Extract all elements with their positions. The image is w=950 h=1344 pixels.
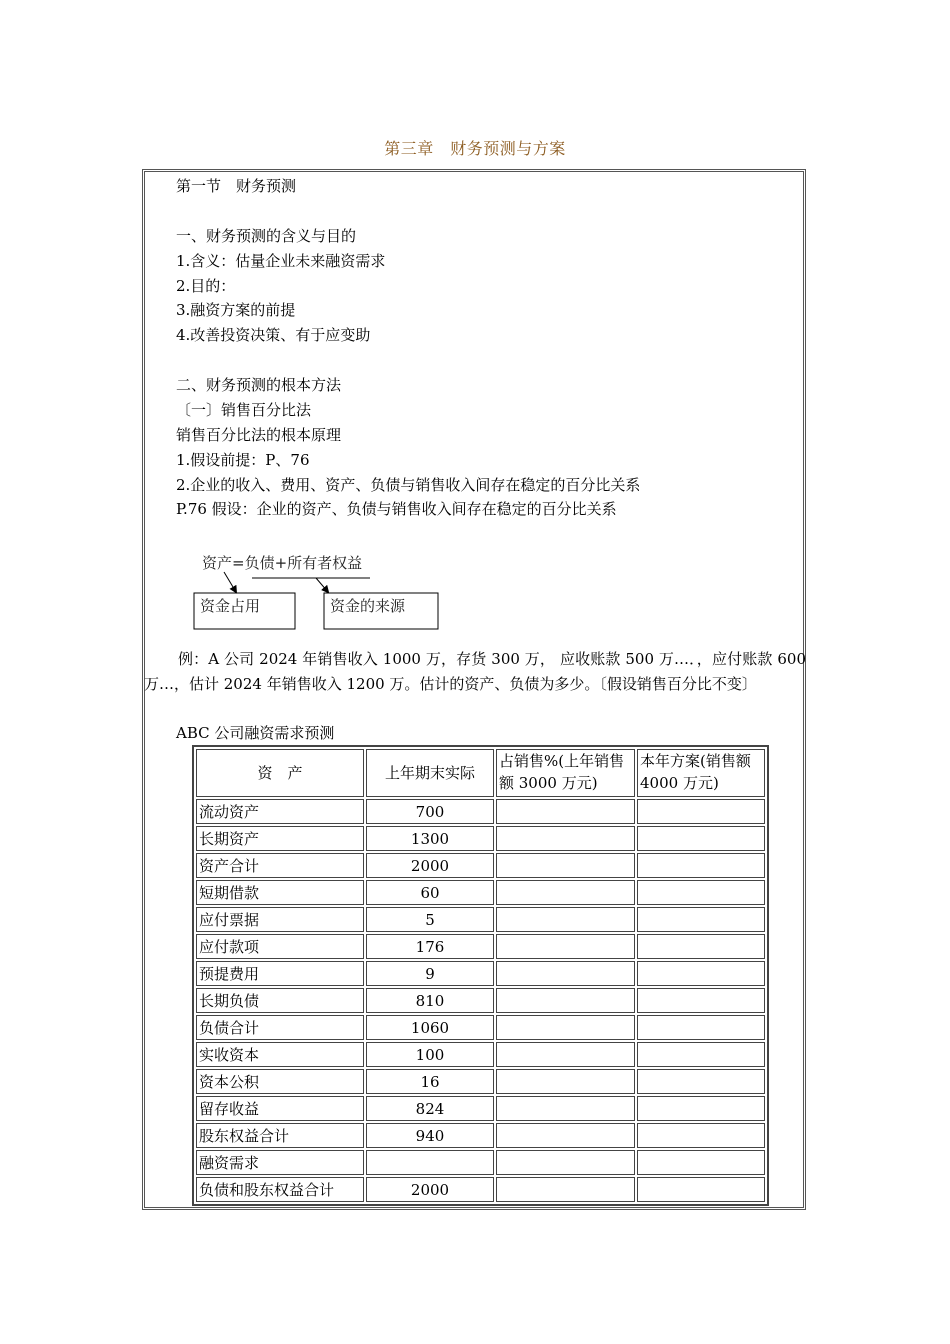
plan-value [637,961,765,986]
last-year-value: 810 [366,988,494,1013]
last-year-value: 176 [366,934,494,959]
table-header-row [196,749,765,797]
sales-percentage-value [496,1015,635,1040]
plan-value [637,1096,765,1121]
table-row [196,799,765,824]
section-title: 第一节 财务预测 [176,177,297,195]
row-label: 流动资产 [196,799,364,824]
plan-value [637,880,765,905]
text-line: 4.改善投资决策、有于应变助 [176,326,371,344]
table-row [196,826,765,851]
plan-value [637,1123,765,1148]
table-row [196,1123,765,1148]
table-row [196,1150,765,1175]
heading-meaning-purpose: 一、财务预测的含义与目的 [176,227,357,245]
sales-percentage-value [496,1150,635,1175]
plan-value [637,1150,765,1175]
sales-percentage-value [496,880,635,905]
row-label: 应付票据 [196,907,364,932]
sales-percentage-value [496,826,635,851]
row-label: 预提费用 [196,961,364,986]
last-year-value: 5 [366,907,494,932]
table-row [196,907,765,932]
sales-percentage-value [496,1123,635,1148]
sales-percentage-value [496,1177,635,1202]
plan-value [637,853,765,878]
last-year-value: 940 [366,1123,494,1148]
arrow-to-left-box [224,572,236,592]
plan-value [637,934,765,959]
table-caption: ABC 公司融资需求预测 [176,724,335,742]
row-label: 应付款项 [196,934,364,959]
row-label: 资产合计 [196,853,364,878]
row-label: 短期借款 [196,880,364,905]
last-year-value [366,1150,494,1175]
last-year-value: 60 [366,880,494,905]
last-year-value: 824 [366,1096,494,1121]
chapter-title: 第三章 财务预测与方案 [384,139,566,158]
table-row [196,880,765,905]
sales-percentage-value [496,934,635,959]
row-label: 留存收益 [196,1096,364,1121]
heading-basic-methods: 二、财务预测的根本方法 [176,376,342,394]
plan-value [637,1177,765,1202]
header-assets: 资 产 [196,749,364,797]
row-label: 股东权益合计 [196,1123,364,1148]
arrow-to-right-box [316,578,328,592]
header-this-year-plan: 本年方案(销售额 4000 万元) [637,749,765,797]
accounting-equation-diagram [188,548,448,636]
sales-percentage-value [496,1096,635,1121]
text-line: 1.含义：估量企业未来融资需求 [176,252,386,270]
last-year-value: 2000 [366,853,494,878]
table-row [196,961,765,986]
sales-percentage-value [496,961,635,986]
row-label: 融资需求 [196,1150,364,1175]
table-row [196,1015,765,1040]
last-year-value: 1300 [366,826,494,851]
text-line: 销售百分比法的根本原理 [176,426,342,444]
table-row [196,1177,765,1202]
plan-value [637,1042,765,1067]
plan-value [637,988,765,1013]
plan-value [637,799,765,824]
subheading-sales-percentage: 〔一〕销售百分比法 [176,401,312,419]
table-row [196,1042,765,1067]
sales-percentage-value [496,988,635,1013]
table-row [196,988,765,1013]
table-row [196,853,765,878]
last-year-value: 9 [366,961,494,986]
text-line: 2.企业的收入、费用、资产、负债与销售收入间存在稳定的百分比关系 [176,476,641,494]
last-year-value: 16 [366,1069,494,1094]
text-line: P.76 假设：企业的资产、负债与销售收入间存在稳定的百分比关系 [176,500,617,518]
plan-value [637,826,765,851]
sales-percentage-value [496,853,635,878]
financing-needs-table [192,745,769,1206]
header-sales-percentage: 占销售%(上年销售额 3000 万元) [496,749,635,797]
last-year-value: 2000 [366,1177,494,1202]
plan-value [637,1015,765,1040]
table-row [196,934,765,959]
text-line: 3.融资方案的前提 [176,301,296,319]
row-label: 长期负债 [196,988,364,1013]
text-line: 1.假设前提：P、76 [176,451,310,469]
table-body [196,799,765,1202]
last-year-value: 1060 [366,1015,494,1040]
plan-value [637,907,765,932]
plan-value [637,1069,765,1094]
sales-percentage-value [496,1042,635,1067]
row-label: 实收资本 [196,1042,364,1067]
text-line: 2.目的： [176,277,236,295]
table-row [196,1069,765,1094]
sales-percentage-value [496,907,635,932]
left-box-label: 资金占用 [200,597,261,615]
equation-label: 资产=负债+所有者权益 [202,554,363,572]
right-box-label: 资金的来源 [330,597,406,615]
example-paragraph: 例：A 公司 2024 年销售收入 1000 万，存货 300 万， 应收账款 500 万…．，应付账款 600 万…，估计 2024 年销售收入 1200 万。估计的资产、负债为多少。〔假设销售百分比不变〕 [144,650,806,693]
row-label: 长期资产 [196,826,364,851]
header-last-year-actual: 上年期末实际 [366,749,494,797]
row-label: 资本公积 [196,1069,364,1094]
row-label: 负债合计 [196,1015,364,1040]
sales-percentage-value [496,799,635,824]
table-row [196,1096,765,1121]
row-label: 负债和股东权益合计 [196,1177,364,1202]
sales-percentage-value [496,1069,635,1094]
last-year-value: 100 [366,1042,494,1067]
last-year-value: 700 [366,799,494,824]
